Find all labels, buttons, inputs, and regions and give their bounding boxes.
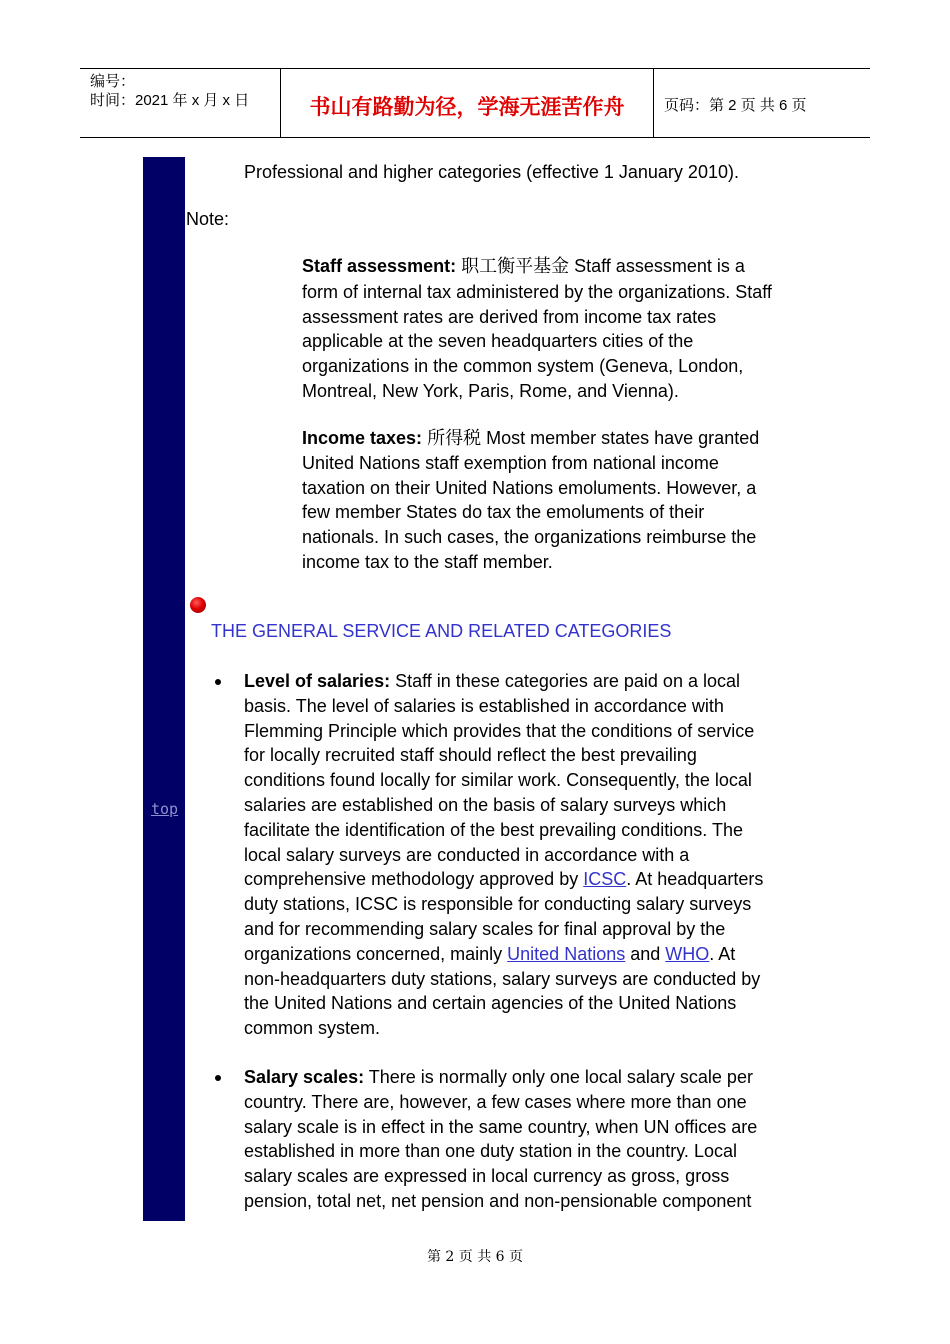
- and-text: and: [625, 943, 666, 964]
- page-header: [80, 68, 870, 138]
- level-of-salaries-line: Flemming Principle which provides that the conditions of service: [244, 720, 755, 741]
- staff-assessment-line: applicable at the seven headquarters cities of the: [302, 331, 694, 352]
- level-of-salaries-line: local salary surveys are conducted in accordance with a: [244, 844, 690, 865]
- staff-assessment-term: Staff assessment:: [302, 256, 457, 276]
- note-label: Note:: [186, 209, 230, 229]
- salary-scales-line-0: [244, 1065, 814, 1090]
- header-meta: [80, 69, 281, 137]
- staff-assessment-line: form of internal tax administered by the organizations. Staff: [302, 281, 772, 302]
- level-of-salaries-line: and for recommending salary scales for final approval by the: [244, 918, 726, 939]
- level-of-salaries-icsc-line: [244, 867, 814, 892]
- income-taxes-chinese: 所得税: [427, 428, 482, 448]
- income-taxes-line-0: [302, 426, 822, 451]
- salary-scales-term: Salary scales:: [244, 1067, 365, 1087]
- icsc-line-pre: comprehensive methodology approved by: [244, 869, 584, 890]
- staff-assessment-line: assessment rates are derived from income tax rates: [302, 306, 717, 327]
- level-of-salaries-line: facilitate the identification of the best prevailing conditions. The: [244, 819, 743, 840]
- income-taxes-line: United Nations staff exemption from national income: [302, 452, 719, 473]
- level-of-salaries-term: Level of salaries:: [244, 671, 391, 691]
- salary-scales-text: There is normally only one local salary scale per: [368, 1067, 753, 1087]
- bullet-icon: [215, 1075, 221, 1081]
- income-taxes-text: Most member states have granted: [486, 428, 760, 448]
- salary-scales-line: salary scales are expressed in local currency as gross, gross: [244, 1166, 730, 1187]
- staff-assessment-line: Montreal, New York, Paris, Rome, and Vienna).: [302, 380, 679, 401]
- staff-assessment-line-0: [302, 254, 822, 280]
- time-label: 时间：2021 年 x 月 x 日: [90, 92, 250, 109]
- united-nations-link[interactable]: United Nations: [507, 943, 626, 964]
- page-footer: 第 2 页 共 6 页: [426, 1249, 524, 1265]
- salary-scales-line: country. There are, however, a few cases where more than one: [244, 1091, 747, 1112]
- income-taxes-term: Income taxes:: [302, 428, 423, 448]
- staff-assessment-text: Staff assessment is a: [574, 256, 745, 276]
- red-bullet-icon: [190, 597, 206, 613]
- level-of-salaries-line: salaries are established on the basis of salary surveys which: [244, 794, 727, 815]
- un-line-pre: organizations concerned, mainly: [244, 943, 508, 964]
- level-of-salaries-line: common system.: [244, 1018, 381, 1039]
- salary-scales-line: established in more than one duty station in the country. Local: [244, 1141, 737, 1162]
- level-of-salaries-line: non-headquarters duty stations, salary surveys are conducted by: [244, 968, 761, 989]
- level-of-salaries-line: the United Nations and certain agencies of the United Nations: [244, 993, 737, 1014]
- level-of-salaries-line: conditions found locally for similar work. Consequently, the local: [244, 770, 752, 791]
- level-of-salaries-line: for locally recruited staff should reflect the best prevailing: [244, 745, 697, 766]
- level-of-salaries-paragraph: [244, 669, 814, 1041]
- staff-assessment-chinese: 职工衡平基金: [461, 256, 570, 277]
- salary-scales-paragraph: [244, 1065, 814, 1214]
- salary-scales-line: pension, total net, net pension and non-pensionable component: [244, 1190, 752, 1211]
- left-sidebar: [143, 157, 185, 1221]
- income-taxes-line: income tax to the staff member.: [302, 551, 553, 572]
- level-of-salaries-text: Staff in these categories are paid on a local: [395, 671, 740, 691]
- level-of-salaries-line: basis. The level of salaries is established in accordance with: [244, 695, 724, 716]
- income-taxes-line: few member States do tax the emoluments of their: [302, 502, 705, 523]
- level-of-salaries-line: duty stations, ICSC is responsible for conducting salary surveys: [244, 894, 752, 915]
- un-line-post: . At: [709, 943, 736, 964]
- icsc-line-post: . At headquarters: [626, 869, 764, 890]
- income-taxes-line: taxation on their United Nations emoluments. However, a: [302, 477, 757, 498]
- top-link[interactable]: top: [151, 800, 179, 818]
- number-label: 编号：: [90, 73, 136, 90]
- level-of-salaries-line-0: [244, 669, 814, 694]
- staff-assessment-paragraph: [302, 254, 822, 404]
- income-taxes-line: nationals. In such cases, the organizations reimburse the: [302, 527, 757, 548]
- bullet-icon: [215, 679, 221, 685]
- section-heading: THE GENERAL SERVICE AND RELATED CATEGORIES: [211, 621, 672, 641]
- income-taxes-paragraph: [302, 426, 822, 575]
- level-of-salaries-un-line: [244, 942, 814, 967]
- header-page-info: 页码：第 2 页 共 6 页: [664, 96, 807, 114]
- staff-assessment-line: organizations in the common system (Geneva, London,: [302, 356, 744, 377]
- header-motto: 书山有路勤为径，学海无涯苦作舟: [281, 69, 654, 137]
- icsc-link[interactable]: ICSC: [583, 869, 627, 890]
- who-link[interactable]: WHO: [665, 943, 710, 964]
- salary-scales-line: salary scale is in effect in the same country, when UN offices are: [244, 1116, 758, 1137]
- intro-line: Professional and higher categories (effective 1 January 2010).: [244, 162, 739, 182]
